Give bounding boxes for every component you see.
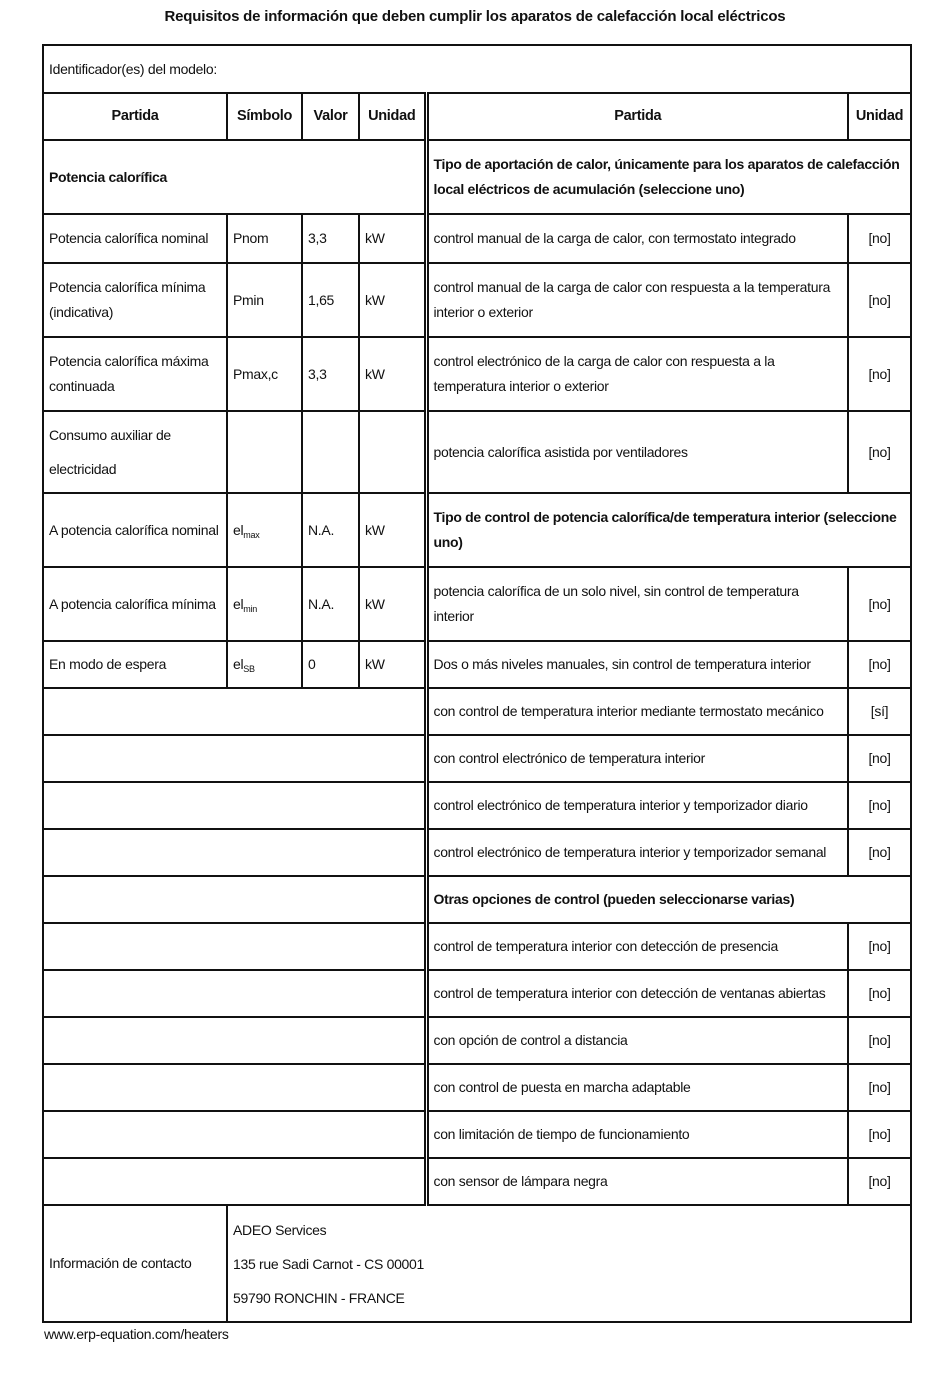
- empty-left-cell: [43, 1111, 426, 1158]
- empty-left-cell: [43, 688, 426, 735]
- symbol-cell: [227, 641, 302, 688]
- option-value: [no]: [848, 970, 911, 1017]
- section-title-control: Tipo de control de potencia calorífica/de temperatura interior (seleccione uno): [426, 493, 911, 567]
- document-title: Requisitos de información que deben cumplir los aparatos de calefacción local eléctricos: [164, 8, 786, 25]
- symbol-subscript: min: [243, 603, 257, 614]
- header-partida: Partida: [43, 93, 227, 140]
- item-label: A potencia calorífica mínima: [43, 567, 227, 641]
- empty-left-cell: [43, 923, 426, 970]
- option-label: con limitación de tiempo de funcionamiento: [426, 1111, 848, 1158]
- option-label: Dos o más niveles manuales, sin control de temperatura interior: [426, 641, 848, 688]
- symbol-subscript: SB: [243, 664, 255, 674]
- header-unidad-right: Unidad: [848, 93, 911, 140]
- heater-info-table: [42, 44, 912, 1323]
- item-label: Potencia calorífica nominal: [43, 214, 227, 263]
- unit-cell: kW: [359, 493, 426, 567]
- table-row: [43, 1158, 911, 1205]
- symbol-main: el: [233, 521, 244, 538]
- value-cell: [302, 411, 359, 493]
- option-label: control electrónico de temperatura interior y temporizador semanal: [426, 829, 848, 876]
- symbol-cell: Pnom: [227, 214, 302, 263]
- symbol-subscript: max: [243, 529, 260, 540]
- symbol-cell: [227, 567, 302, 641]
- contact-row: [43, 1205, 911, 1322]
- option-value: [sí]: [848, 688, 911, 735]
- unit-cell: kW: [359, 641, 426, 688]
- unit-cell: kW: [359, 214, 426, 263]
- table-row: [43, 829, 911, 876]
- option-value: [no]: [848, 263, 911, 337]
- option-label: con control de puesta en marcha adaptable: [426, 1064, 848, 1111]
- item-label: Potencia calorífica máxima continuada: [43, 337, 227, 411]
- table-row: [43, 970, 911, 1017]
- empty-left-cell: [43, 1158, 426, 1205]
- option-value: [no]: [848, 1158, 911, 1205]
- empty-left-cell: [43, 970, 426, 1017]
- table-row: [43, 688, 911, 735]
- empty-left-cell: [43, 829, 426, 876]
- contact-street: 135 rue Sadi Carnot - CS 00001: [233, 1255, 425, 1272]
- table-row: [43, 735, 911, 782]
- option-label: con sensor de lámpara negra: [426, 1158, 848, 1205]
- option-value: [no]: [848, 1064, 911, 1111]
- option-label: control manual de la carga de calor con respuesta a la temperatura interior o exterior: [426, 263, 848, 337]
- model-identifier-row: [43, 45, 911, 93]
- option-label: con opción de control a distancia: [426, 1017, 848, 1064]
- table-row: [43, 1017, 911, 1064]
- value-cell: 1,65: [302, 263, 359, 337]
- value-cell: N.A.: [302, 493, 359, 567]
- unit-cell: [359, 411, 426, 493]
- option-label: potencia calorífica de un solo nivel, sin control de temperatura interior: [426, 567, 848, 641]
- contact-address: [227, 1205, 911, 1322]
- option-label: control electrónico de temperatura interior y temporizador diario: [426, 782, 848, 829]
- table-row: [43, 337, 911, 411]
- table-row: [43, 923, 911, 970]
- option-label: con control electrónico de temperatura interior: [426, 735, 848, 782]
- table-row: [43, 493, 911, 567]
- option-label: control manual de la carga de calor, con termostato integrado: [426, 214, 848, 263]
- symbol-cell: Pmin: [227, 263, 302, 337]
- model-identifier-label: Identificador(es) del modelo:: [43, 45, 911, 93]
- table-row: [43, 140, 911, 214]
- empty-left-cell: [43, 1017, 426, 1064]
- option-label: control de temperatura interior con detección de ventanas abiertas: [426, 970, 848, 1017]
- footer-url: www.erp-equation.com/heaters: [44, 1326, 229, 1342]
- option-value: [no]: [848, 829, 911, 876]
- section-title-otras: Otras opciones de control (pueden seleccionarse varias): [426, 876, 911, 923]
- option-value: [no]: [848, 641, 911, 688]
- option-value: [no]: [848, 923, 911, 970]
- symbol-main: el: [233, 595, 244, 612]
- option-value: [no]: [848, 337, 911, 411]
- header-valor: Valor: [302, 93, 359, 140]
- option-label: control de temperatura interior con detección de presencia: [426, 923, 848, 970]
- symbol-cell: Pmax,c: [227, 337, 302, 411]
- table-row: [43, 782, 911, 829]
- empty-left-cell: [43, 782, 426, 829]
- table-row: [43, 641, 911, 688]
- table-row: [43, 1064, 911, 1111]
- table-row: [43, 1111, 911, 1158]
- section-title-aportacion: Tipo de aportación de calor, únicamente para los aparatos de calefacción local eléctricos de acumulación (seleccione uno): [426, 140, 911, 214]
- symbol-cell: [227, 493, 302, 567]
- option-value: [no]: [848, 567, 911, 641]
- option-value: [no]: [848, 214, 911, 263]
- value-cell: 0: [302, 641, 359, 688]
- contact-company: ADEO Services: [233, 1221, 327, 1238]
- header-unidad: Unidad: [359, 93, 426, 140]
- option-label: potencia calorífica asistida por ventiladores: [426, 411, 848, 493]
- section-title-potencia: Potencia calorífica: [43, 140, 426, 214]
- value-cell: 3,3: [302, 214, 359, 263]
- symbol-cell: [227, 411, 302, 493]
- contact-city: 59790 RONCHIN - FRANCE: [233, 1289, 405, 1306]
- option-value: [no]: [848, 1111, 911, 1158]
- table-row: [43, 411, 911, 493]
- unit-cell: kW: [359, 337, 426, 411]
- option-value: [no]: [848, 411, 911, 493]
- empty-left-cell: [43, 1064, 426, 1111]
- item-label: Potencia calorífica mínima (indicativa): [43, 263, 227, 337]
- table-row: [43, 876, 911, 923]
- header-partida-right: Partida: [426, 93, 848, 140]
- unit-cell: kW: [359, 567, 426, 641]
- header-row: [43, 93, 911, 140]
- item-label: A potencia calorífica nominal: [43, 493, 227, 567]
- contact-label: Información de contacto: [43, 1205, 227, 1322]
- symbol-main: el: [233, 656, 244, 672]
- item-label: En modo de espera: [43, 641, 227, 688]
- item-label: Consumo auxiliar de electricidad: [43, 411, 227, 493]
- table-row: [43, 567, 911, 641]
- unit-cell: kW: [359, 263, 426, 337]
- option-value: [no]: [848, 782, 911, 829]
- value-cell: 3,3: [302, 337, 359, 411]
- option-value: [no]: [848, 1017, 911, 1064]
- table-row: [43, 214, 911, 263]
- empty-left-cell: [43, 735, 426, 782]
- header-simbolo: Símbolo: [227, 93, 302, 140]
- empty-left-cell: [43, 876, 426, 923]
- table-row: [43, 263, 911, 337]
- option-value: [no]: [848, 735, 911, 782]
- value-cell: N.A.: [302, 567, 359, 641]
- option-label: control electrónico de la carga de calor con respuesta a la temperatura interior o exterior: [426, 337, 848, 411]
- option-label: con control de temperatura interior mediante termostato mecánico: [426, 688, 848, 735]
